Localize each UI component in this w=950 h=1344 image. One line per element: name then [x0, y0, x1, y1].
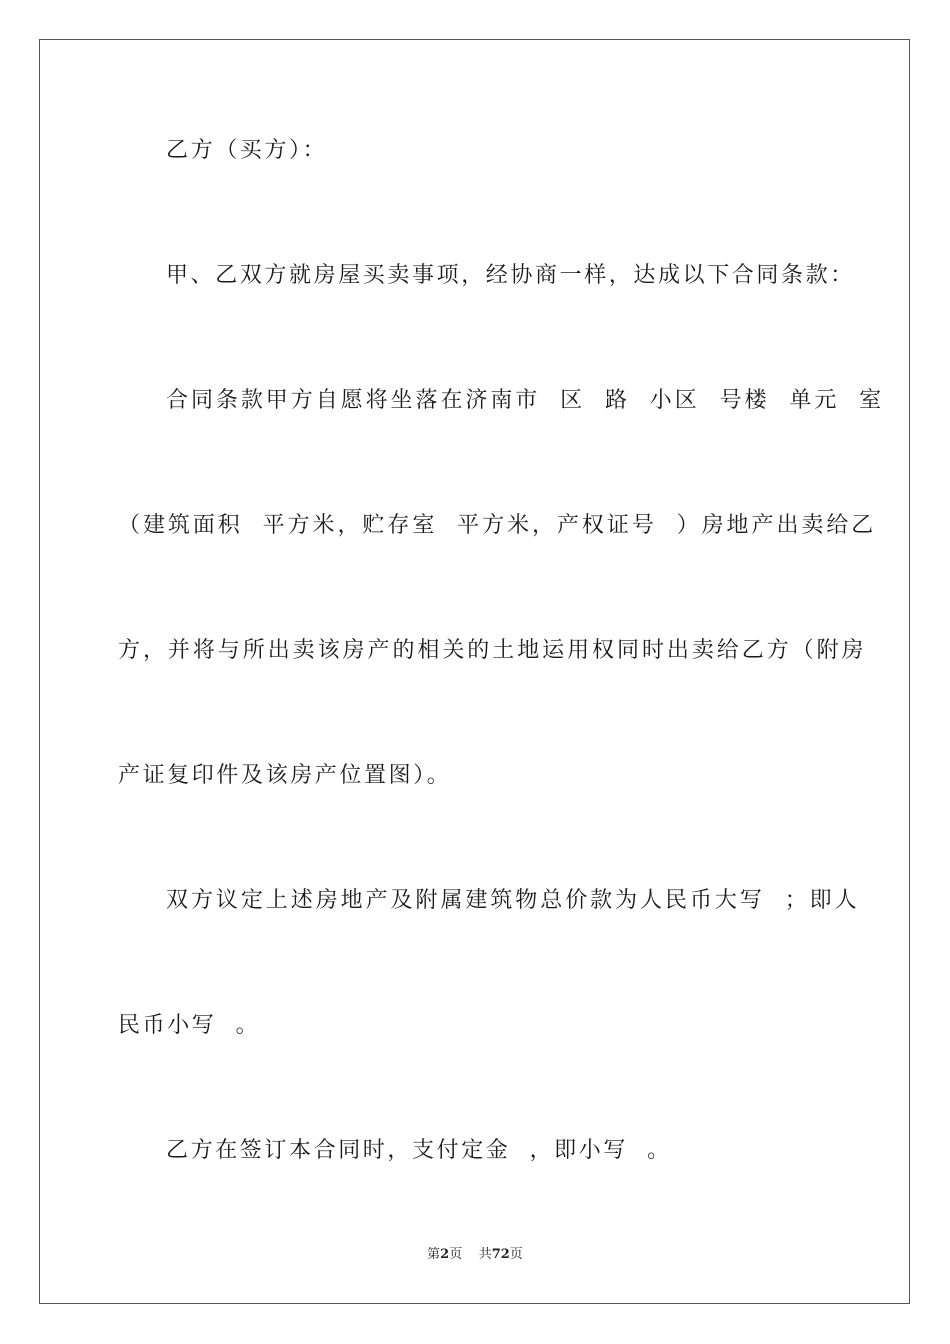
clause-line-3: 方，并将与所出卖该房产的相关的土地运用权同时出卖给乙方（附房	[118, 638, 867, 663]
deposit-line: 乙方在签订本合同时，支付定金 ，即小写 。	[166, 1138, 672, 1163]
page-footer	[0, 1246, 950, 1264]
price-line-1: 双方议定上述房地产及附属建筑物总价款为人民币大写 ；即人	[166, 888, 860, 913]
clause-line-1: 合同条款甲方自愿将坐落在济南市 区 路 小区 号楼 单元 室	[166, 388, 885, 413]
party-b-label: 乙方（买方）：	[166, 138, 328, 163]
footer-total-pages: 72	[491, 1247, 510, 1262]
clause-line-4: 产证复印件及该房产位置图）。	[118, 763, 452, 788]
page-border	[39, 39, 910, 1304]
clause-line-2: （建筑面积 平方米，贮存室 平方米，产权证号 ）房地产出卖给乙	[118, 513, 877, 538]
footer-current-page: 2	[440, 1247, 450, 1262]
preamble-line: 甲、乙双方就房屋买卖事项，经协商一样，达成以下合同条款：	[166, 263, 855, 288]
footer-mid: 页 共	[449, 1247, 492, 1262]
footer-suffix: 页	[509, 1247, 523, 1262]
footer-prefix: 第	[427, 1247, 441, 1262]
price-line-2: 民币小写 。	[118, 1013, 261, 1038]
